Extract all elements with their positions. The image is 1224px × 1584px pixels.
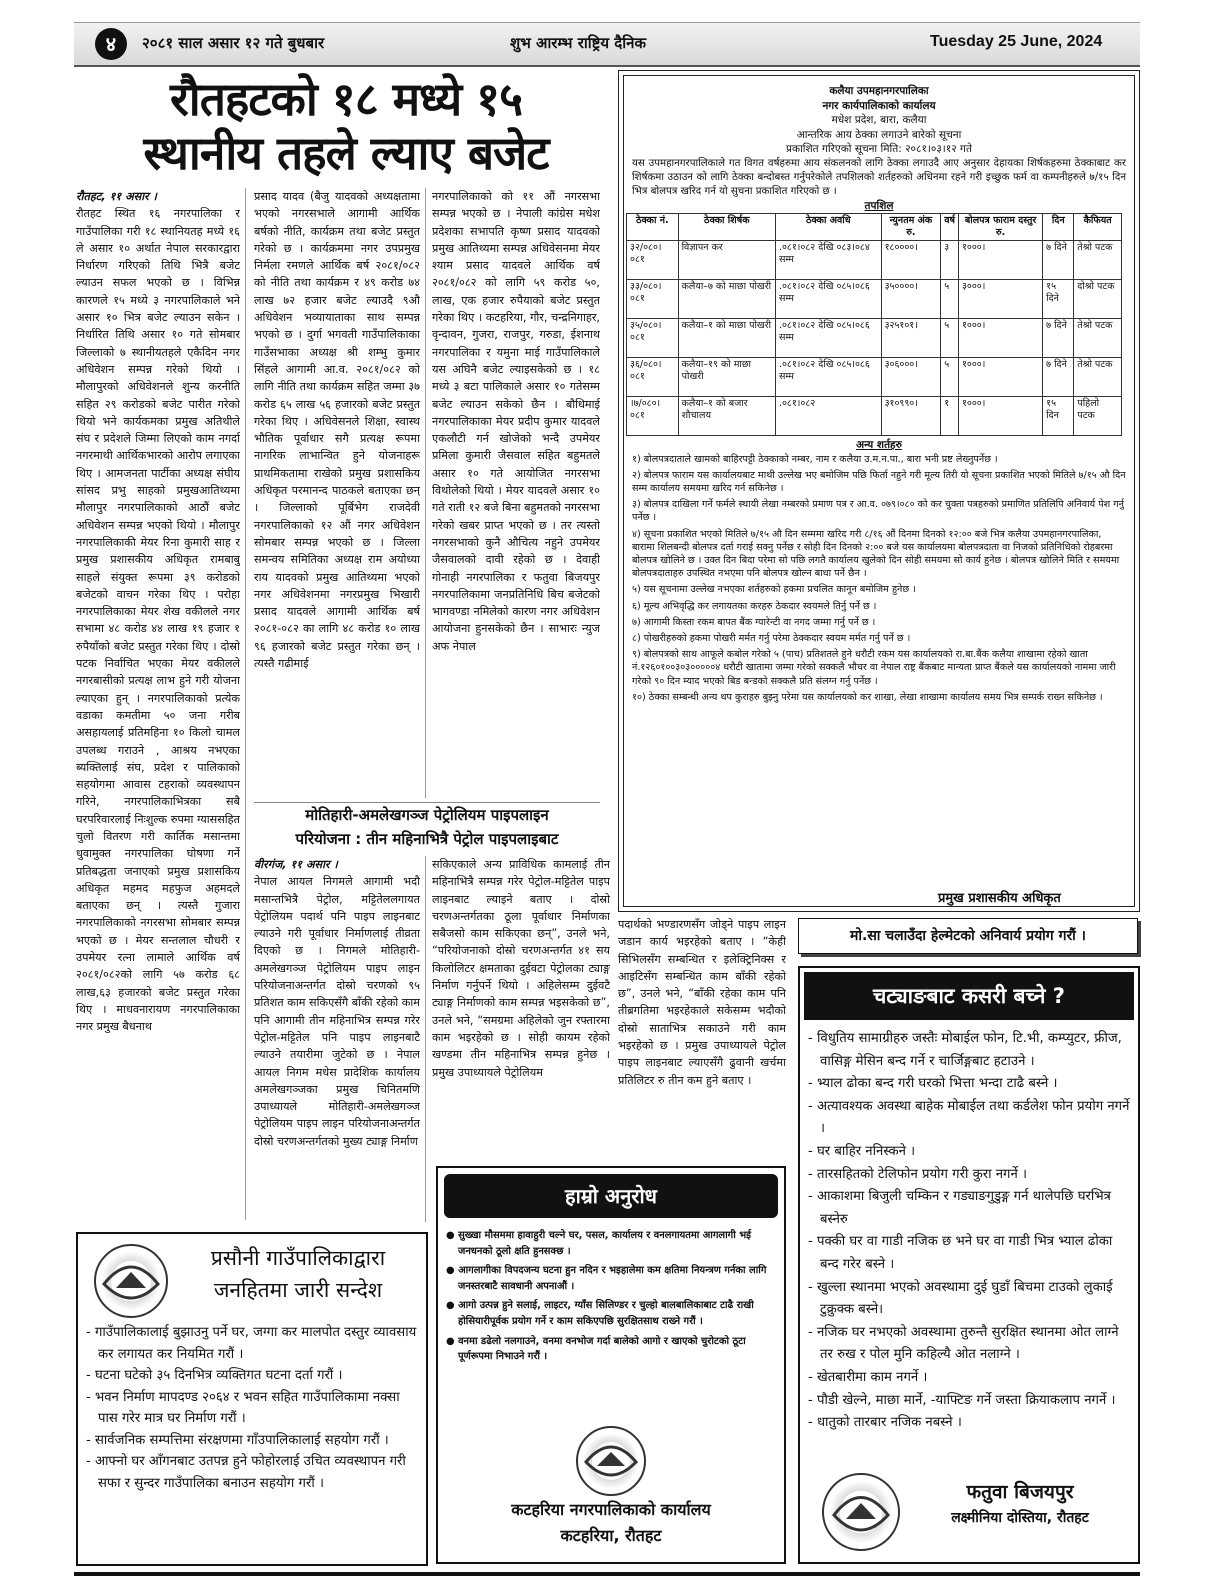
lightning-item: - तारसहितको टेलिफोन प्रयोग गरी कुरा नगर्ने । bbox=[808, 1166, 1027, 1182]
prasauni-title bbox=[178, 1242, 418, 1306]
tender-table-header bbox=[627, 214, 1122, 241]
lead-headline bbox=[76, 72, 616, 180]
prasauni-emblem-icon bbox=[94, 1244, 168, 1318]
tender-table-header-cell: न्युनतम अंक रु. bbox=[881, 214, 941, 241]
lead-column-3 bbox=[432, 188, 600, 796]
lightning-item: - धातुको तारबार नजिक नबस्ने । bbox=[808, 1415, 962, 1431]
pipeline-headline bbox=[254, 802, 600, 851]
conditions-title: अन्य शर्तहरु bbox=[856, 439, 902, 451]
tender-table-cell: १८००००। bbox=[881, 241, 941, 280]
tender-table-header-cell: दिन bbox=[1043, 214, 1074, 241]
lead-column-3-text: नगरपालिकाको को ११ औं नगरसभा सम्पन्न भएको छ । नेपाली कांग्रेस मधेश प्रदेशका सभापति कृष्ण प्रसाद यादवको प्रमुख आतिथ्यमा सम्पन्न अधिवेसनमा मेयर श्याम प्रसाद यादवले आर्थिक वर्ष २०८१/०८२ को लागि ५९ करोड ५०, लाख, एक हजार रुपैयाको बजेट प्रस्तुत गरेका थिए । कटहरिया, गौर, चन्द्रनिगाहर, वृन्दावन, गुजरा, राजपुर, गरुडा, ईशनाथ नगरपालिका र यमुना माई गाउँपालिकाले यस अघिनै बजेट ल्याइसकेको छ । १८ मध्ये ३ बटा पालिकाले असार १० गतेसम्म बजेट ल्याउन सकेको छैन । बौधिमाई नगरपालिकाका मेयर प्रदीप कुमार यादवले एकलौटी गर्न खोजेको भन्दै उपमेयर प्रमिला कुमारी जैसवाल सहित बहुमतले असार १० गते आयोजित नगरसभा विथोलेको थियो । मेयर यादवले असार १० गते राती १२ बजे बिना बहुमतको नगरसभा गरेको खबर प्राप्त भएको छ । तर त्यस्तो नगरसभाको कुनै औचित्य नहुने उपमेयर जैसवालको दावी रहेको छ । देवाही गोनाही नगरपालिका र फतुवा बिजयपुर नगरपालिकामा जनप्रतिनिधि बिच बजेटको भागवण्डा नमिलेको कारण नगर अधिवेशन आयोजना हुनसकेको छैन । साभारः न्युज अफ नेपाल bbox=[432, 190, 600, 653]
tender-table-cell: ३५००००। bbox=[881, 280, 941, 319]
tender-table-cell: १०००। bbox=[958, 358, 1042, 397]
tender-table-cell: १५ दिने bbox=[1043, 280, 1074, 319]
condition-item: ४) सूचना प्रकाशित भएको मितिले ७/१५ औ दिन सम्ममा खरिद गरी ८/१६ औं दिनमा दिनको १२:०० बजे भित्र कलैया उपमहानगरपालिका, बारामा शिलबन्दी बोलपत्र दर्ता गराई सक्नु पर्नेछ र सोही दिन दिनको २:०० बजे यस कार्यालयमा बोलपत्रदाता वा निजको प्रतिनिधिको रोहबरमा बोलपत्र खोलिने छ । उक्त दिन बिदा परेमा सो पछि लगतै कार्यालय खुलेको दिन सोही समयमा सो कार्य हुनेछ । बोलपत्र खोलिने मिति र समयमा बोलपत्रदाताहरु उपस्थित नभएमा पनि बोलपत्र खोल्न बाधा पर्ने छैन । bbox=[632, 528, 1120, 580]
tender-table-cell: दोश्रो पटक bbox=[1074, 280, 1122, 319]
tender-table-cell: १ bbox=[941, 397, 959, 436]
pipeline-dateline: वीरगंज, ११ असार । bbox=[254, 858, 338, 871]
tender-table-header-cell: कैफियत bbox=[1074, 214, 1122, 241]
pipeline-column-3-text: पदार्थको भण्डारणसँग जोड्ने पाइप लाइन जडान कार्य भइरहेको बताए । “केही सिभिलसँग सम्बन्धित र इलेक्ट्रिनिक्स र आइटिसँग सम्बन्धित काम बाँकी रहेको छ”, उनले भने, “बाँकी रहेका काम पनि तीब्रगतिमा भइरहेकाले सकेसम्म भदौको दोस्रो साताभित्र सकाउने गरी काम भइरहेको छ । प्रमुख उपाध्यायले पेट्रोल पाइप लाइनबाट ल्याएसँगै ढुवानी खर्चमा प्रतिलिटर रु तीन कम हुने बताए । bbox=[618, 918, 786, 1087]
prasauni-item: - गाउँपालिकालाई बुझाउनु पर्ने घर, जग्गा कर मालपोत दस्तुर व्यावसाय कर लगायत कर नियमित गरौं । bbox=[86, 1325, 417, 1362]
tender-table-header-cell: ठेक्का नं. bbox=[627, 214, 679, 241]
notice-address: मधेश प्रदेश, बारा, कलैया bbox=[831, 114, 927, 126]
lightning-item: - पौडी खेल्ने, माछा मार्ने, -याफ्टिङ गर्ने जस्ता क्रियाकलाप नगर्ने । bbox=[808, 1392, 1116, 1408]
lightning-footer-address: लक्ष्मीनिया दोस्तिया, रौतहट bbox=[951, 1510, 1089, 1526]
conditions-list bbox=[632, 453, 1126, 704]
tender-table-cell: तेश्रो पटक bbox=[1074, 358, 1122, 397]
column-rule bbox=[245, 188, 246, 1220]
lightning-item: - घर बाहिर ननिस्कने । bbox=[808, 1143, 916, 1159]
municipal-emblem-icon bbox=[822, 1473, 900, 1551]
column-rule bbox=[425, 188, 426, 798]
condition-item: ८) पोखरीहरुको हकमा पोखरी मर्मत गर्नु परेमा ठेक्कदार स्वयम मर्मत गर्नु पर्ने छ । bbox=[632, 632, 911, 644]
lightning-title: चट्याङबाट कसरी बच्ने ? bbox=[804, 972, 1134, 1020]
tender-table-cell: विज्ञापन कर bbox=[678, 241, 775, 280]
tender-table-row bbox=[627, 397, 1122, 436]
helmet-box bbox=[798, 918, 1138, 954]
tender-table-cell: .०८१।०८२ bbox=[775, 397, 881, 436]
tender-table-cell: कलैया–७ को माछा पोखरी bbox=[678, 280, 775, 319]
lightning-item: - खुल्ला स्थानमा भएको अवस्थामा दुई घुडाँ बिचमा टाउको लुकाई टुक्रुक्क बस्ने। bbox=[808, 1279, 1113, 1318]
condition-item: ९) बोलपत्रको साथ आफूले कबोल गरेको ५ (पाच) प्रतिशतले हुने धरौटी रकम यस कार्यालयको रा.बा.बैंक कलैया शाखामा रहेको खाता नं.१२६०१००३०३०००००४ धरौटी खातामा जम्मा गरेको सक्कलै भौचर वा नेपाल राष्ट्र बैंकबाट मान्यता प्राप्त बैंकले यस कार्यालयको नाममा जारी गरेको ९० दिन म्याद भएको बिड बन्डको सक्कलै प्रति संलग्न गर्नु पर्नेछ । bbox=[632, 649, 1116, 687]
tender-table-cell: ३०००। bbox=[958, 280, 1042, 319]
tender-table-cell: १०००। bbox=[958, 241, 1042, 280]
lightning-item: - नजिक घर नभएको अवस्थामा तुरुन्तै सुरक्षित स्थानमा ओत लाग्ने तर रुख र पोल मुनि कहिल्यै ओत नलाग्ने । bbox=[808, 1324, 1119, 1363]
lightning-item: - अत्यावश्यक अवस्था बाहेक मोबाईल तथा कर्डलेश फोन प्रयोग नगर्ने । bbox=[808, 1098, 1130, 1137]
lightning-item: - खेतबारीमा काम नगर्ने । bbox=[808, 1369, 928, 1385]
tender-table-cell: ।७/०८०।०८१ bbox=[627, 397, 679, 436]
tender-table-header-cell: ठेक्का शिर्षक bbox=[678, 214, 775, 241]
request-title: हाम्रो अनुरोध bbox=[444, 1174, 778, 1218]
tender-table-header-cell: वर्ष bbox=[941, 214, 959, 241]
tender-table-cell: .०८१।०८२ देखि ०८५।०८६ सम्म bbox=[775, 280, 881, 319]
request-item-text: आगो उत्पन्न हुने सलाई, लाइटर, ग्याँस सिलिण्डर र चुल्हो बालबालिकाबाट टाढै राखी होसियारीपूर्वक प्रयोग गर्ने र काम सकिएपछि सुरक्षितसाथ राख्ने गरौं । bbox=[458, 1300, 754, 1327]
english-date: Tuesday 25 June, 2024 bbox=[930, 33, 1103, 50]
lightning-list bbox=[800, 1024, 1138, 1435]
request-footer-office: कटहरिया नगरपालिकाको कार्यालय bbox=[511, 1500, 711, 1519]
lightning-box bbox=[798, 966, 1140, 1564]
condition-item: १) बोलपत्रदाताले खामको बाहिरपट्टी ठेक्काको नम्बर, नाम र कलैया उ.म.न.पा., बारा भनी प्रष्ट लेख्नुपर्नेछ । bbox=[632, 453, 998, 465]
pipeline-headline-line1: मोतिहारी-अमलेखगञ्ज पेट्रोलियम पाइपलाइन bbox=[305, 806, 549, 824]
tender-table-cell: .०८१।०८२ देखि ०८३।०८४ सम्म bbox=[775, 241, 881, 280]
notice-signatory: प्रमुख प्रशासकीय अधिकृत bbox=[938, 891, 1061, 906]
condition-item: ६) मूल्य अभिवृद्धि कर लगायतका करहरु ठेकदार स्वयमले तिर्नु पर्ने छ । bbox=[632, 600, 877, 612]
lead-column-1 bbox=[76, 188, 240, 1220]
pipeline-column-2-text: सकिएकाले अन्य प्राविधिक कामलाई तीन महिनाभित्रै सम्पन्न गरेर पेट्रोल-मट्टितेल पाइप लाइनबाट ल्याइने बताए । दोस्रो चरणअन्तर्गतका ठूला पूर्वाधार निर्माणका सबैजसो काम सकिएका छन्”, उनले भने, “परियोजनाको दोस्रो चरणअन्तर्गत ४१ सय किलोलिटर क्षमताका दुईवटा पेट्रोलका ट्याङ्ग निर्माण गर्नुपर्ने थियो । अहिलेसम्म दुईवटै ट्याङ्ग निर्माणको काम सम्पन्न भइसकेको छ”, उनले भने, “समग्रमा अहिलेको जुन रफ्तारमा काम भइरहेको छ । सोही कायम रहेको खण्डमा तीन महिनाभित्र सम्पन्न हुनेछ । प्रमुख उपाध्यायले पेट्रोलियम bbox=[432, 858, 610, 1079]
condition-item: १०) ठेक्का सम्बन्धी अन्य थप कुराहरु बुझ्नु परेमा यस कार्यालयको कर शाखा, लेखा शाखामा कार्यालय समय भित्र सम्पर्क राख्न सकिनेछ । bbox=[632, 691, 1103, 703]
tender-table-cell: तेश्रो पटक bbox=[1074, 319, 1122, 358]
prasauni-title-line1: प्रसौनी गाउँपालिकाद्वारा bbox=[210, 1246, 386, 1270]
column-rule bbox=[425, 856, 426, 1222]
nepali-date: २०८१ साल असार १२ गते बुधबार bbox=[142, 34, 325, 52]
request-item-text: आगलागीका विपदजन्य घटना हुन नदिन र भइहालेमा कम क्षतिमा नियन्त्रण गर्नका लागि जनस्तरबाटै सावधानी अपनाऔं । bbox=[458, 1265, 767, 1292]
request-list bbox=[438, 1218, 784, 1365]
pipeline-column-3 bbox=[618, 916, 786, 1162]
lightning-item: - भ्याल ढोका बन्द गरी घरको भित्ता भन्दा टाढै बस्ने । bbox=[808, 1076, 1058, 1092]
bullet-icon: ● bbox=[446, 1265, 459, 1277]
lead-column-1-text: रौतहट स्थित १६ नगरपालिका र गाउँपालिका गरी १८ स्थानियतह मध्ये १६ ले असार १० अर्थात नेपाल सरकारद्वारा निर्धारण गरिएको तिथि भित्रै बजेट ल्याउन सफल भएको छ । विभिन्न कारणले १५ मध्ये ३ नगरपालिकाले भने असार १० भित्र बजेट ल्याउन सकेन । निर्धारित तिथि असार १० गते सोमबार जिल्लाको ७ स्थानीयतहले एकैदिन नगर अधिवेशन सम्पन्न गरेको थियो । मौलापुरको अधिवेशनले शुन्य करनीति सहित २९ करोडको बजेट पारीत गरेको थियो भने कार्यकमका प्रमुख अतिथीले संघ र प्रदेशले जिम्मा लिएको काम नगर्दा नगरमाथी आर्थिकभारको आरोप लगाएका थिए । आमजनता पार्टीका अध्यक्ष संघीय सांसद प्रभु साहको प्रमुखआतिथ्यमा मौलापुर नगरपालिकाको आठौं बजेट अधिवेशन सम्पन्न भएको थियो । मौलापुर नगरपालिकाकी मेयर रिना कुमारी साह र प्रमुख प्रशासकीय अधिकृत रामबाबु साहले संयुक्त रूपमा ३९ करोडको बजेटको वाचन गरेका थिए । परोहा नगरपालिकाका मेयर शेख वकीलले नगर सभामा ४८ करोड ४४ लाख १९ हजार १ रुपैयाँको बजेट प्रस्तुत गरेका थिए । दोस्रो पटक निर्वाचित भएका मेयर वकीलले नगरबासीको प्रत्यक्ष लाभ हुने गरी योजना ल्याएका हुन् । नगरपालिकाको प्रत्येक वडाका कमतीमा ५० जना गरीब असहायलाई प्रतिमहिना १० किलो चामल उपलब्ध गराउने , आश्रय नभएका ब्यक्तिलाई संघ, प्रदेश र पालिकाको सहयोगमा आवास टहराको व्यवस्थापन गरिने, नगरपालिकाभित्रका सबै घरपरिवारलाई निःशुल्क रुपमा ग्याससहित चुलो वितरण गरी कार्तिक मसान्तमा धुवामुक्त नगरपालिका घोषणा गर्ने प्रतिबद्धता जनाएको प्रमुख प्रशासकिय अधिकृत महमद महफुज अहमदले बताएका छन् । त्यस्तै गुजारा नगरपालिकाको नगरसभा सोमबार सम्पन्न भएको छ । मेयर सन्तलाल चौधरी र उपमेयर रत्ना लामाले आर्थिक वर्ष २०८१/०८२को लागि ५७ करोड ६८ लाख,६३ हजारको बजेट प्रस्तुत गरेका थिए । माधवनारायण नगरपालिकाका नगर प्रमुख बैधनाथ bbox=[76, 207, 240, 1034]
tender-table-cell: ३२५१०१। bbox=[881, 319, 941, 358]
tender-table-cell: ७ दिने bbox=[1043, 358, 1074, 397]
tender-table-cell: ३२/०८०।०८१ bbox=[627, 241, 679, 280]
lightning-item: - आकाशमा बिजुली चम्किन र गड्याङगुडुङ्ग गर्न थालेपछि घरभित्र बस्नेरु bbox=[808, 1189, 1111, 1227]
tender-table-row bbox=[627, 241, 1122, 280]
notice-org: कलैया उपमहानगरपालिका bbox=[829, 85, 929, 97]
paper-name: शुभ आरम्भ राष्ट्रिय दैनिक bbox=[510, 34, 646, 52]
tender-table-cell: ३५/०८०।०८१ bbox=[627, 319, 679, 358]
pipeline-headline-line2: परियोजना : तीन महिनाभित्रै पेट्रोल पाइपलाइबाट bbox=[295, 830, 559, 848]
tender-table-cell: तेश्रो पटक bbox=[1074, 241, 1122, 280]
tender-table-cell: ७ दिने bbox=[1043, 319, 1074, 358]
page-number: ४ bbox=[95, 28, 127, 60]
notice-title: आन्तरिक आय ठेक्का लगाउने बारेको सूचना bbox=[796, 128, 962, 141]
lightning-footer-name: फतुवा बिजयपुर bbox=[966, 1481, 1074, 1503]
pipeline-column-2 bbox=[432, 856, 610, 1162]
request-item bbox=[446, 1263, 776, 1294]
tender-table-cell: ५ bbox=[941, 319, 959, 358]
request-box bbox=[436, 1166, 786, 1564]
tender-table-header-cell: ठेक्का अवधि bbox=[775, 214, 881, 241]
tender-table-cell: कलैया–१ को माछा पोखरी bbox=[678, 319, 775, 358]
request-item-text: सुख्खा मौसममा हावाहुरी चल्ने घर, पसल, कार्यालय र वनलगायतमा आगलागी भई जनधनको ठूलो क्षति हुनसक्छ । bbox=[458, 1230, 752, 1257]
prasauni-box bbox=[76, 1232, 428, 1566]
tender-table-cell: १०००। bbox=[958, 319, 1042, 358]
tender-table-cell: कलैया–१ को बजार शौचालय bbox=[678, 397, 775, 436]
request-item bbox=[446, 1334, 776, 1365]
tender-table-cell: कलैया–१९ को माछा पोखरी bbox=[678, 358, 775, 397]
bullet-icon: ● bbox=[446, 1335, 459, 1347]
prasauni-list bbox=[86, 1322, 420, 1494]
condition-item: ५) यस सूचनामा उल्लेख नभएका शर्तहरुको हकमा प्रचलित कानून बमोजिम हुनेछ । bbox=[632, 584, 916, 596]
tender-table-cell: १०००। bbox=[958, 397, 1042, 436]
condition-item: २) बोलपत्र फाराम यस कार्यालयबाट माथी उल्लेख भए बमोजिम पछि फिर्ता नहुने गरी मूल्य तिरी यो सूचना प्रकाशित भएको मितिले ७/१५ औ दिन सम्म कार्यालय समयमा खरिद गर्न सकिनेछ । bbox=[632, 469, 1126, 494]
tender-table-row bbox=[627, 319, 1122, 358]
tender-table-cell: ३ bbox=[941, 241, 959, 280]
tender-table-header-cell: बोलपत्र फाराम दस्तुर रु. bbox=[958, 214, 1042, 241]
tender-table-cell: ५ bbox=[941, 358, 959, 397]
request-item bbox=[446, 1298, 776, 1329]
tender-table-cell: .०८१।०८२ देखि ०८५।०८६ सम्म bbox=[775, 358, 881, 397]
tender-table-cell: ३१०९९०। bbox=[881, 397, 941, 436]
lead-headline-line1: रौतहटको १८ मध्ये १५ bbox=[169, 72, 522, 126]
lead-column-2 bbox=[254, 188, 420, 796]
notice-intro: यस उपमहानगरपालिकाले गत विगत वर्षहरुमा आय संकलनको लागि ठेक्का लगाउदै आए अनुसार देहायका शिर्षकहरुमा ठेक्काबाट कर शिर्षकमा उठाउन को लागि ठेक्का बन्दोबस्त गर्नुपरेकोले तपशिलको शर्तहरुको अधिनमा रहने गरी इच्छुक फर्म वा कम्पनीहरुले ७/१५ दिन भित्र बोलपत्र खरिद गर्न यो सुचना प्रकाशित गरिएको छ । bbox=[632, 157, 1126, 197]
tender-table-row bbox=[627, 358, 1122, 397]
prasauni-item: - घटना घटेको ३५ दिनभित्र व्यक्तिगत घटना दर्ता गरौं । bbox=[86, 1368, 343, 1383]
pipeline-column-1 bbox=[254, 856, 420, 1222]
tender-table-cell: .०८१।०८२ देखि ०८५।०८६ सम्म bbox=[775, 319, 881, 358]
prasauni-item: - आफ्नो घर आँगनबाट उतपन्न हुने फोहोरलाई उचित व्यवस्थापन गरी सफा र सुन्दर गाउँपालिका बनाउन सहयोग गरौं । bbox=[86, 1454, 406, 1491]
bullet-icon: ● bbox=[446, 1300, 459, 1312]
condition-item: ३) बोलपत्र दाखिला गर्ने फर्मले स्थायी लेखा नम्बरको प्रमाण पत्र र आ.व. ०७९।०८० को कर चुक्ता पत्रहरुको प्रमाणित प्रतिलिपि अनिवार्य पेश गर्नु पर्नेछ । bbox=[632, 499, 1124, 524]
notice-office: नगर कार्यपालिकाको कार्यालय bbox=[822, 99, 936, 112]
request-footer-address: कटहरिया, रौतहट bbox=[560, 1526, 662, 1545]
lead-column-2-text: प्रसाद यादव (बैजु यादवको अध्यक्षतामा भएको नगरसभाले आगामी आर्थिक बर्षको नीति, कार्यक्रम तथा बजेट प्रस्तुत गरेको छ । कार्यक्रममा नगर उपप्रमुख निर्मला रमणले आर्थिक बर्ष २०८१/०८२ को नीति तथा कार्यक्रम र ४९ करोड ७४ लाख ७२ हजार बजेट ल्याउदै ९औ अधिवेशन भव्यायाताका साथ सम्पन्न भएको छ । दुर्गा भगवती गाउँपालिकाका गाउँसभाका अध्यक्ष श्री शम्भु कुमार सिंहले आगामी आ.व. २०८१/०८२ को लागि नीति तथा कार्यक्रम सहित जम्मा ३७ करोड ६५ लाख ५६ हजारको बजेट प्रस्तुत गरेका थिए । अधिवेसनले शिक्षा, स्वास्थ भौतिक पूर्वाधार सगै प्रत्यक्ष रूपमा नागरिक लाभान्वित हुने योजनाहरू प्राथमिकतामा राखेको प्रमुख प्रशासकिय अधिकृत परमानन्द पाठकले बताएका छन् । जिल्लाको पूर्बिभेग राजदेवी नगरपालिकाको १२ औं नगर अधिवेशन सोमबार सम्पन्न भएको छ । जिल्ला समन्वय समितिका अध्यक्ष राम अयोध्या राय यादवको प्रमुख आतिथ्यमा भएको नगर अधिवेशनमा नगरप्रमुख भिखारी प्रसाद यादवले आगामी आर्थिक बर्ष २०८१-०८२ का लागि ४८ करोड १० लाख ९६ हजारको बजेट प्रस्तुत गरेका छन् । त्यस्तै गढीमाई bbox=[254, 190, 420, 671]
helmet-message: मो.सा चलाउँदा हेल्मेटको अनिवार्य प्रयोग गरौं । bbox=[850, 928, 1086, 944]
lightning-item: - विधुतिय सामाग्रीहरु जस्तैः मोबाईल फोन, टि.भी, कम्प्युटर, फ्रीज, वासिङ्ग मेसिन बन्द गर्ने र चार्जिङ्गबाट हटाउने । bbox=[808, 1031, 1122, 1069]
prasauni-item: - सार्वजनिक सम्पत्तिमा संरक्षणमा गाँउपालिकालाई सहयोग गरौं । bbox=[86, 1432, 389, 1448]
notice-table-title: तपशिल bbox=[864, 199, 894, 212]
pipeline-column-1-text: नेपाल आयल निगमले आगामी भदौ मसान्तभित्रै पेट्रोल, मट्टितेललगायत पेट्रोलियम पदार्थ पनि पाइप लाइनबाट ल्याउने गरी पूर्वाधार निर्माणलाई तीव्रता दिएको छ । निगमले मोतिहारी-अमलेखगञ्ज पेट्रोलियम पाइप लाइन परियोजनाअन्तर्गत दोस्रो चरणको ९५ प्रतिशत काम सकिएसँगै बाँकी रहेको काम पनि आगामी तीन महिनाभित्र सम्पन्न गरेर पेट्रोल-मट्टितेल पनि पाइप लाइनबाटै ल्याउने तयारीमा जुटेको छ । नेपाल आयल निगम मधेस प्रादेशिक कार्यालय अमलेखगञ्जका प्रमुख चिनितमणि उपाध्यायले मोतिहारी-अमलेखगञ्ज पेट्रोलियम पाइप लाइन परियोजनाअन्तर्गत दोस्रो चरणअन्तर्गतको मुख्य ट्याङ्ग निर्माण bbox=[254, 875, 420, 1148]
tender-notice bbox=[618, 70, 1140, 912]
tender-table-cell: १५ दिन bbox=[1043, 397, 1074, 436]
tender-table bbox=[626, 213, 1122, 436]
condition-item: ७) आगामी किस्ता रकम बापत बैंक ग्यारेन्टी वा नगद जम्मा गर्नु पर्ने छ । bbox=[632, 616, 876, 628]
tender-table-cell: ५ bbox=[941, 280, 959, 319]
tender-table-cell: ३०६०००। bbox=[881, 358, 941, 397]
tender-table-cell: पहिलो पटक bbox=[1074, 397, 1122, 436]
request-item-text: वनमा डढेलो नलगाउने, वनमा वनभोज गर्दा बालेको आगो र खाएको चुरोटको ठूटा पूर्णरूपमा निभाउने गरौं । bbox=[458, 1335, 746, 1363]
lead-headline-line2: स्थानीय तहले ल्याए बजेट bbox=[143, 126, 549, 180]
tender-table-cell: ७ दिने bbox=[1043, 241, 1074, 280]
tender-table-cell: ३३/०८०।०८१ bbox=[627, 280, 679, 319]
tender-table-cell: ३६/०८०।०८१ bbox=[627, 358, 679, 397]
request-item bbox=[446, 1228, 776, 1259]
lead-dateline: रौतहट, ११ असार । bbox=[76, 190, 157, 203]
notice-published: प्रकाशित गरिएको सूचना मिति: २०८१।०३।१२ गते bbox=[786, 143, 972, 155]
katahariya-emblem-icon bbox=[576, 1426, 646, 1496]
tender-table-row bbox=[627, 280, 1122, 319]
lightning-item: - पक्की घर वा गाडी नजिक छ भने घर वा गाडी भित्र भ्याल ढोका बन्द गरेर बस्ने । bbox=[808, 1234, 1113, 1272]
prasauni-title-line2: जनहितमा जारी सन्देश bbox=[213, 1278, 383, 1302]
footer-rule bbox=[74, 1572, 1140, 1576]
prasauni-item: - भवन निर्माण मापदण्ड २०६४ र भवन सहित गाउँपालिकामा नक्सा पास गरेर मात्र घर निर्माण गरौं । bbox=[86, 1389, 400, 1426]
bullet-icon: ● bbox=[446, 1230, 459, 1241]
